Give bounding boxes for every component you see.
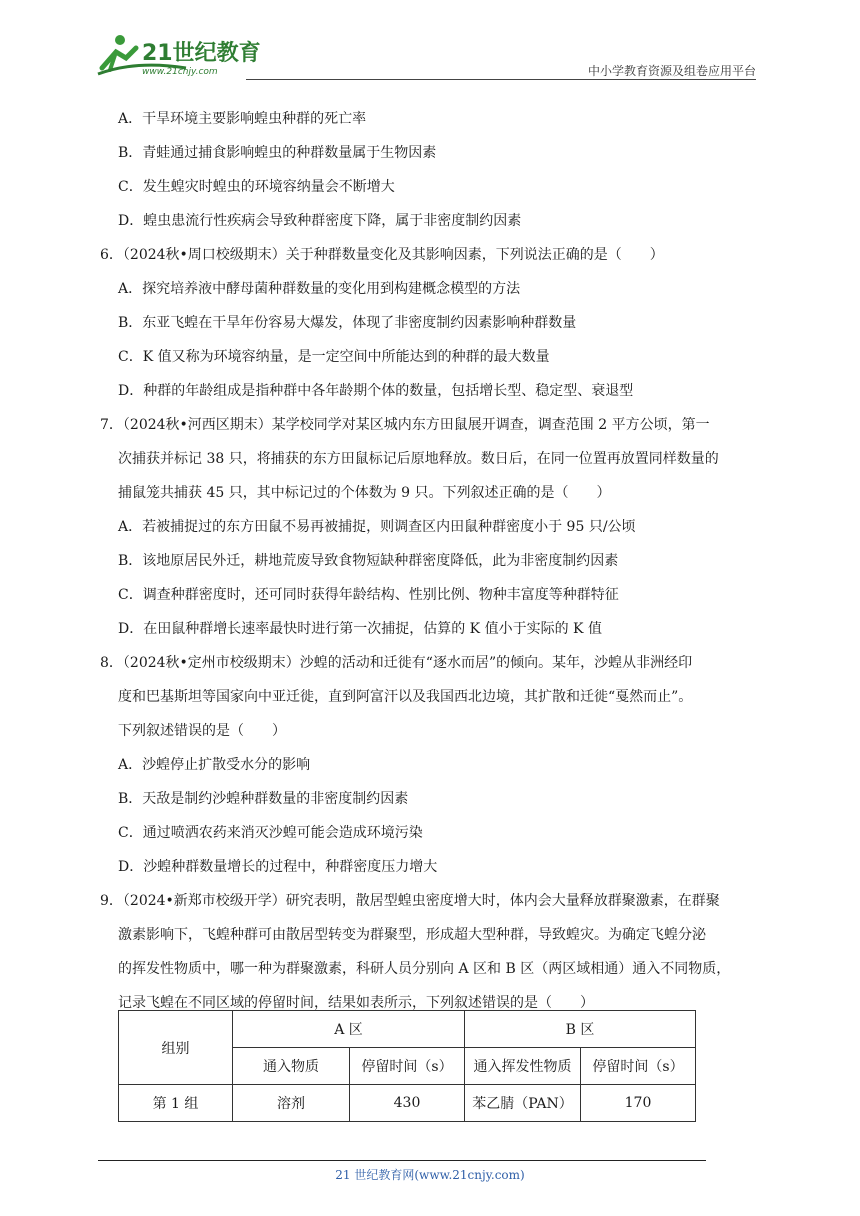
answer-option: B．青蛙通过捕食影响蝗虫的种群数量属于生物因素: [118, 145, 437, 161]
table-header-group: 组别: [119, 1011, 233, 1085]
table-subheader: 通入物质: [233, 1048, 350, 1085]
table-cell: 第 1 组: [119, 1085, 233, 1122]
header-divider: [246, 79, 756, 80]
answer-option: D．沙蝗种群数量增长的过程中，种群密度压力增大: [118, 859, 438, 875]
question-stem: 9．（2024•新郑市校级开学）研究表明，散居型蝗虫密度增大时，体内会大量释放群聚激素，在群聚: [100, 893, 720, 909]
question-stem-continued: 捕鼠笼共捕获 45 只，其中标记过的个体数为 9 只。下列叙述正确的是（ ）: [118, 485, 611, 501]
table-subheader: 通入挥发性物质: [465, 1048, 581, 1085]
header-platform-name: 中小学教育资源及组卷应用平台: [587, 64, 756, 78]
question-stem-continued: 的挥发性物质中，哪一种为群聚激素，科研人员分别向 A 区和 B 区（两区域相通）通入不同物质，: [118, 961, 731, 977]
question-content: [100, 102, 762, 1020]
answer-option: B．天敌是制约沙蝗种群数量的非密度制约因素: [118, 791, 409, 807]
answer-option: D．蝗虫患流行性疾病会导致种群密度下降，属于非密度制约因素: [118, 213, 522, 229]
footer-text: 21 世纪教育网(www.21cnjy.com): [335, 1168, 525, 1182]
table-cell: 430: [350, 1085, 465, 1122]
answer-option: D．在田鼠种群增长速率最快时进行第一次捕捉，估算的 K 值小于实际的 K 值: [118, 621, 602, 637]
page-header: [96, 30, 756, 82]
answer-option: D．种群的年龄组成是指种群中各年龄期个体的数量，包括增长型、稳定型、衰退型: [118, 383, 634, 399]
answer-option: C．发生蝗灾时蝗虫的环境容纳量会不断增大: [118, 179, 395, 195]
table-header-area-b: B 区: [465, 1011, 696, 1048]
table-cell: 苯乙腈（PAN）: [465, 1085, 581, 1122]
logo-url: www.21cnjy.com: [142, 67, 218, 77]
answer-option: A．沙蝗停止扩散受水分的影响: [118, 757, 311, 773]
answer-option: C．通过喷洒农药来消灭沙蝗可能会造成环境污染: [118, 825, 423, 841]
question-stem: 8．（2024秋•定州市校级期末）沙蝗的活动和迁徙有“逐水而居”的倾向。某年，沙蝗从非洲经印: [100, 655, 693, 671]
site-logo: [96, 30, 266, 80]
answer-option: A．干旱环境主要影响蝗虫种群的死亡率: [118, 111, 367, 127]
question-stem-continued: 记录飞蝗在不同区域的停留时间，结果如表所示，下列叙述错误的是（ ）: [118, 995, 594, 1011]
table-cell: 溶剂: [233, 1085, 350, 1122]
answer-option: A．探究培养液中酵母菌种群数量的变化用到构建概念模型的方法: [118, 281, 521, 297]
answer-option: B．东亚飞蝗在干旱年份容易大爆发，体现了非密度制约因素影响种群数量: [118, 315, 577, 331]
question-stem-continued: 激素影响下，飞蝗种群可由散居型转变为群聚型，形成超大型种群，导致蝗灾。为确定飞蝗分泌: [118, 927, 706, 943]
table-header-area-a: A 区: [233, 1011, 465, 1048]
question-stem: 7．（2024秋•河西区期末）某学校同学对某区城内东方田鼠展开调查，调查范围 2 平方公顷，第一: [100, 417, 710, 433]
question-stem-continued: 次捕获并标记 38 只，将捕获的东方田鼠标记后原地释放。数日后，在同一位置再放置同样数量的: [118, 451, 719, 467]
question-stem-continued: 度和巴基斯坦等国家向中亚迁徙，直到阿富汗以及我国西北边境，其扩散和迁徙“戛然而止”。: [118, 689, 693, 705]
table-subheader: 停留时间（s）: [581, 1048, 696, 1085]
answer-option: C．K 值又称为环境容纳量，是一定空间中所能达到的种群的最大数量: [118, 349, 550, 365]
question-stem-continued: 下列叙述错误的是（ ）: [118, 723, 286, 739]
table-cell: 170: [581, 1085, 696, 1122]
results-table: [118, 1010, 696, 1122]
answer-option: B．该地原居民外迁，耕地荒废导致食物短缺种群密度降低，此为非密度制约因素: [118, 553, 619, 569]
answer-option: A．若被捕捉过的东方田鼠不易再被捕捉，则调查区内田鼠种群密度小于 95 只/公顷: [118, 519, 636, 535]
table-row: [119, 1085, 696, 1122]
table-subheader: 停留时间（s）: [350, 1048, 465, 1085]
logo-text: 21世纪教育: [142, 41, 261, 66]
footer-divider: [98, 1160, 706, 1161]
answer-option: C．调查种群密度时，还可同时获得年龄结构、性别比例、物种丰富度等种群特征: [118, 587, 619, 603]
question-stem: 6．（2024秋•周口校级期末）关于种群数量变化及其影响因素，下列说法正确的是（ ）: [100, 247, 664, 263]
